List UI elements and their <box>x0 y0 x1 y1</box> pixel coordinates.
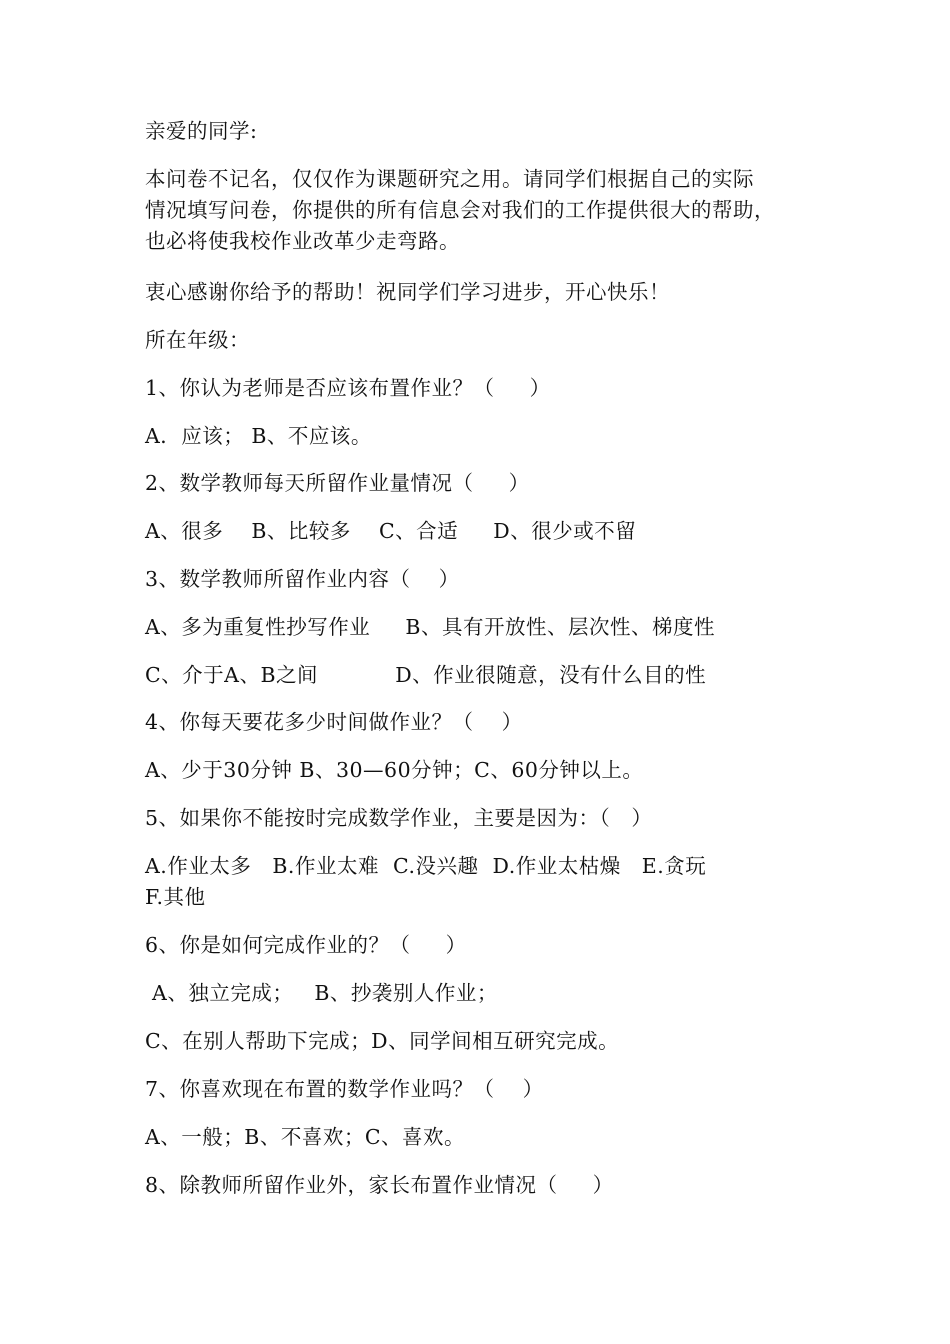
question-2-options: A、很多 B、比较多 C、合适 D、很少或不留 <box>145 519 637 543</box>
question-5-options-1: A.作业太多 B.作业太难 C.没兴趣 D.作业太枯燥 E.贪玩 <box>145 854 707 878</box>
greeting: 亲爱的同学: <box>145 119 258 143</box>
intro-line-1: 本问卷不记名，仅仅作为课题研究之用。请同学们根据自己的实际 <box>145 167 754 191</box>
question-3: 3、数学教师所留作业内容（ ） <box>145 567 460 591</box>
thanks-text: 衷心感谢你给予的帮助！祝同学们学习进步，开心快乐！ <box>145 280 670 304</box>
question-1: 1、你认为老师是否应该布置作业？（ ） <box>145 376 551 400</box>
question-1-options: A．应该； B、不应该。 <box>145 424 372 448</box>
question-4-options: A、少于30分钟 B、30—60分钟；C、60分钟以上。 <box>145 758 644 782</box>
question-7-options: A、一般；B、不喜欢；C、喜欢。 <box>145 1125 466 1149</box>
intro-line-2: 情况填写问卷，你提供的所有信息会对我们的工作提供很大的帮助， <box>145 198 775 222</box>
question-2: 2、数学教师每天所留作业量情况（ ） <box>145 471 530 495</box>
question-4: 4、你每天要花多少时间做作业？（ ） <box>145 710 523 734</box>
question-5: 5、如果你不能按时完成数学作业，主要是因为：（ ） <box>145 806 653 830</box>
question-6: 6、你是如何完成作业的？（ ） <box>145 933 467 957</box>
question-3-options-2: C、介于A、B之间 D、作业很随意，没有什么目的性 <box>145 663 707 687</box>
question-7: 7、你喜欢现在布置的数学作业吗？（ ） <box>145 1077 544 1101</box>
question-8: 8、除教师所留作业外，家长布置作业情况（ ） <box>145 1173 614 1197</box>
grade-label: 所在年级： <box>145 328 250 352</box>
question-5-options-2: F.其他 <box>145 885 206 909</box>
question-6-options-2: C、在别人帮助下完成；D、同学间相互研究完成。 <box>145 1029 620 1053</box>
question-6-options-1: A、独立完成； B、抄袭别人作业； <box>145 981 498 1005</box>
intro-line-3: 也必将使我校作业改革少走弯路。 <box>145 229 460 253</box>
question-3-options-1: A、多为重复性抄写作业 B、具有开放性、层次性、梯度性 <box>145 615 715 639</box>
